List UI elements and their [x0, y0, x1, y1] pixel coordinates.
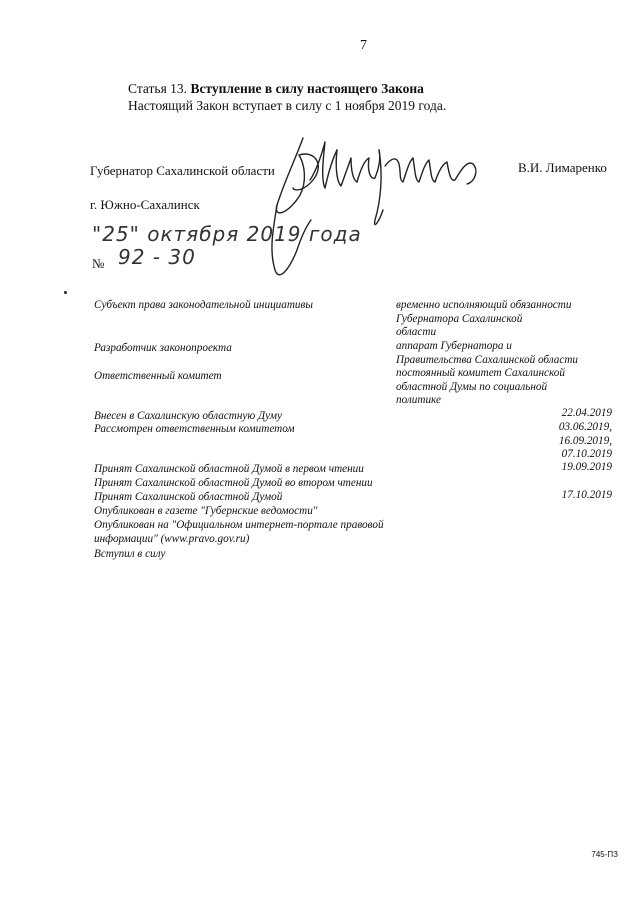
- developer-value: аппарат Губернатора и Правительства Сахалинской области: [396, 340, 579, 366]
- published-portal-label: Опубликован на "Официальном интернет-портале правовой информации" (www.pravo.gov.ru): [94, 519, 384, 545]
- reviewed-label: Рассмотрен ответственным комитетом: [94, 423, 295, 435]
- reviewed-dates: 03.06.2019, 16.09.2019, 07.10.2019: [558, 421, 612, 460]
- article-block: [128, 80, 446, 114]
- article-body: Настоящий Закон вступает в силу с 1 ноября 2019 года.: [128, 98, 447, 113]
- signatory-name: В.И. Лимаренко: [518, 160, 607, 175]
- footer-code: 745-ПЗ: [591, 850, 618, 859]
- committee-value: постоянный комитет Сахалинской областной Думы по социальной политике: [396, 367, 565, 406]
- signatory-title: Губернатор Сахалинской области: [90, 163, 275, 178]
- adopted-date: 17.10.2019: [561, 489, 612, 501]
- developer-label: Разработчик законопроекта: [94, 342, 232, 354]
- city: г. Южно-Сахалинск: [90, 197, 200, 212]
- second-reading-label: Принят Сахалинской областной Думой во втором чтении: [94, 477, 373, 489]
- page-number: 7: [360, 38, 367, 53]
- committee-label: Ответственный комитет: [94, 370, 222, 382]
- adopted-label: Принят Сахалинской областной Думой: [94, 491, 283, 503]
- submitted-date: 22.04.2019: [561, 407, 612, 419]
- first-reading-label: Принят Сахалинской областной Думой в первом чтении: [94, 463, 364, 475]
- subject-label: Субъект права законодательной инициативы: [94, 299, 313, 311]
- article-heading: Вступление в силу настоящего Закона: [190, 81, 424, 96]
- scan-speck: [64, 291, 67, 294]
- first-reading-date: 19.09.2019: [561, 461, 612, 473]
- published-gazette-label: Опубликован в газете "Губернские ведомости": [94, 505, 318, 517]
- subject-value: временно исполняющий обязанности Губернатора Сахалинской области: [396, 299, 572, 338]
- number-label: №: [92, 256, 105, 271]
- submitted-label: Внесен в Сахалинскую областную Думу: [94, 410, 282, 422]
- article-prefix: Статья 13.: [128, 81, 191, 96]
- in-force-label: Вступил в силу: [94, 548, 166, 560]
- handwritten-number: 92 - 30: [118, 245, 196, 269]
- handwritten-date: "25" октября 2019 года: [92, 222, 362, 246]
- handwritten-signature: [255, 120, 505, 290]
